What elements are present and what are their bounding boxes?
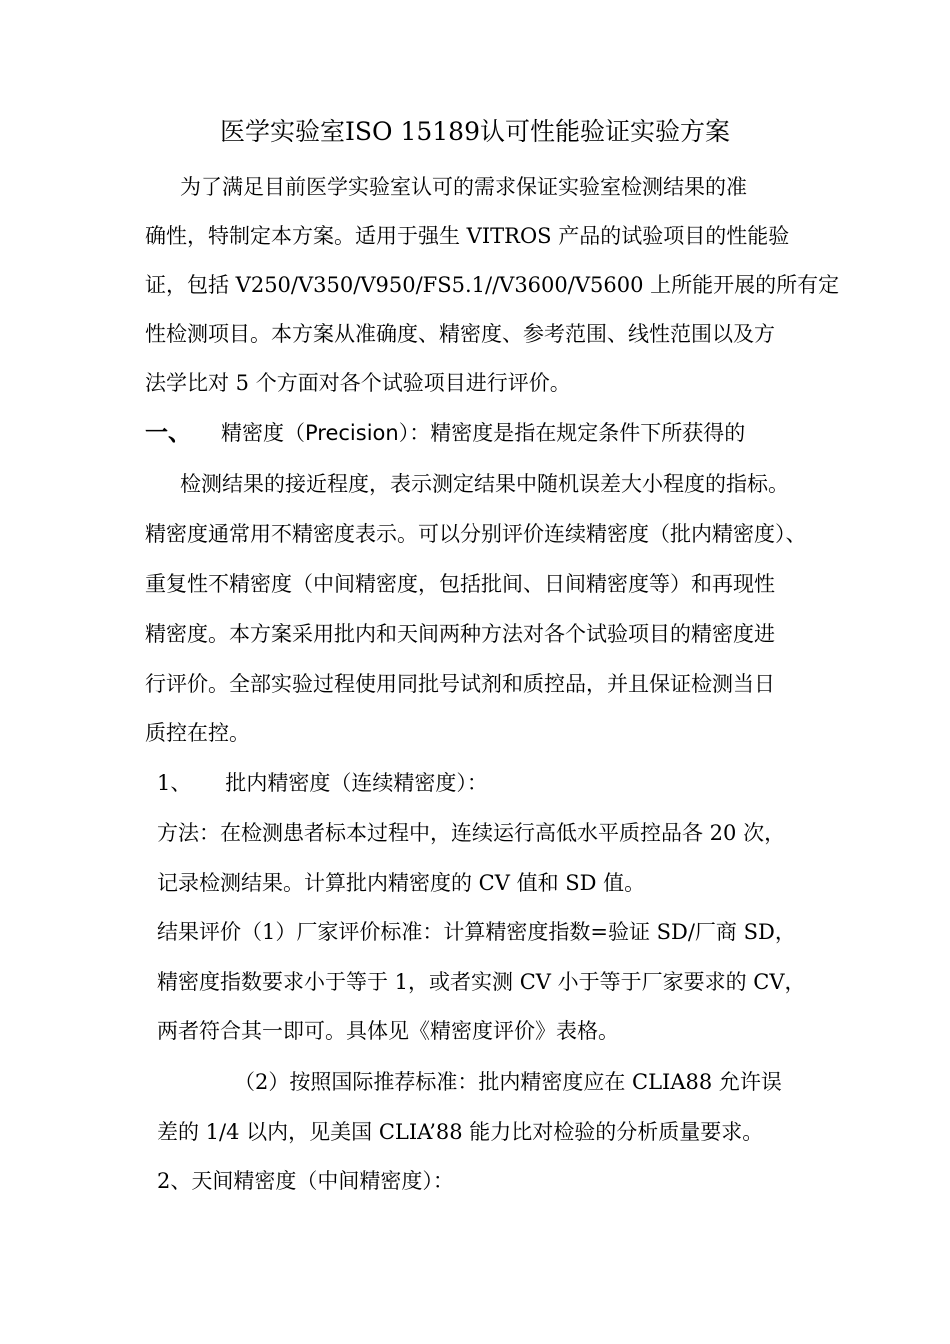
document-title: 医学实验室ISO 15189认可性能验证实验方案 bbox=[220, 117, 730, 146]
section-1-body-line-2: 精密度通常用不精密度表示。可以分别评价连续精密度（批内精密度）、 bbox=[145, 522, 807, 546]
evaluation-line-2: 精密度指数要求小于等于 1，或者实测 CV 小于等于厂家要求的 CV， bbox=[157, 970, 806, 994]
intro-line-1: 为了满足目前医学实验室认可的需求保证实验室检测结果的准 bbox=[180, 175, 747, 199]
evaluation-2-line-1: （2）按照国际推荐标准：批内精密度应在 CLIA88 允许误 bbox=[234, 1070, 782, 1094]
subsection-1-number: 1、 bbox=[157, 771, 192, 795]
intro-line-4: 性检测项目。本方案从准确度、精密度、参考范围、线性范围以及方 bbox=[145, 322, 775, 346]
evaluation-2-line-2: 差的 1/4 以内，见美国 CLIA’88 能力比对检验的分析质量要求。 bbox=[157, 1120, 764, 1144]
section-1-first-line: 精密度是指在规定条件下所获得的 bbox=[430, 421, 746, 445]
subsection-1-title: 批内精密度（连续精密度）： bbox=[225, 771, 488, 795]
subsection-2-heading: 2、天间精密度（中间精密度）： bbox=[157, 1169, 454, 1193]
section-1-body-line-1: 检测结果的接近程度，表示测定结果中随机误差大小程度的指标。 bbox=[180, 472, 789, 496]
method-line-2: 记录检测结果。计算批内精密度的 CV 值和 SD 值。 bbox=[157, 871, 646, 895]
subsection-1-heading bbox=[157, 769, 488, 797]
intro-line-5: 法学比对 5 个方面对各个试验项目进行评价。 bbox=[145, 371, 571, 395]
section-1-body-line-3: 重复性不精密度（中间精密度，包括批间、日间精密度等）和再现性 bbox=[145, 572, 775, 596]
intro-line-2: 确性，特制定本方案。适用于强生 VITROS 产品的试验项目的性能验 bbox=[145, 224, 790, 248]
section-1-heading bbox=[145, 418, 745, 448]
section-1-body-line-4: 精密度。本方案采用批内和天间两种方法对各个试验项目的精密度进 bbox=[145, 622, 775, 646]
method-line-1: 方法：在检测患者标本过程中，连续运行高低水平质控品各 20 次， bbox=[157, 821, 786, 845]
section-1-title: 精密度（Precision）： bbox=[221, 421, 431, 445]
evaluation-line-3: 两者符合其一即可。具体见《精密度评价》表格。 bbox=[157, 1019, 619, 1043]
section-1-body-line-5: 行评价。全部实验过程使用同批号试剂和质控品，并且保证检测当日 bbox=[145, 672, 775, 696]
evaluation-line-1: 结果评价（1）厂家评价标准：计算精密度指数=验证 SD/厂商 SD， bbox=[157, 920, 796, 944]
intro-line-3: 证，包括 V250/V350/V950/FS5.1//V3600/V5600 上所能开展的所有定 bbox=[145, 273, 840, 297]
section-1-body-line-6: 质控在控。 bbox=[145, 721, 250, 745]
section-1-number: 一、 bbox=[145, 420, 191, 446]
